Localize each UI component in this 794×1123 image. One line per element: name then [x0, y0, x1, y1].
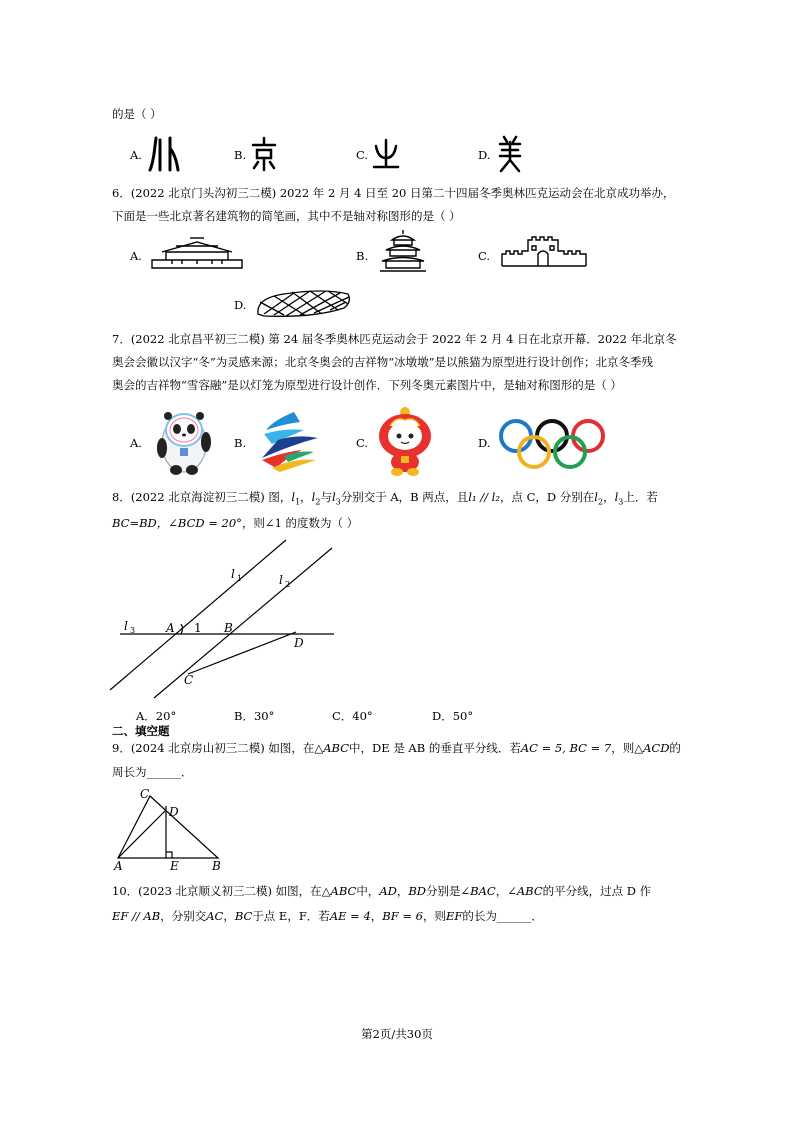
- q8-line-l2: [154, 548, 332, 698]
- q6-line1: 6．(2022 北京门头沟初三二模) 2022 年 2 月 4 日至 20 日第二十四届冬季奥林匹克运动会在北京成功举办，: [112, 186, 675, 200]
- q8-fig-l1: l: [231, 567, 235, 581]
- q7-option-a-label: A.: [130, 436, 142, 450]
- q8-fig-point-d: D: [294, 636, 304, 650]
- q10-line1a: 10．(2023 北京顺义初三二模) 如图，在: [112, 884, 322, 898]
- temple-of-heaven-sketch-icon: [380, 230, 426, 272]
- sheng-seal-glyph-icon: [372, 136, 400, 172]
- q9-line1: [112, 741, 681, 755]
- q6-line2: 下面是一些北京著名建筑物的简笔画，其中不是轴对称图形的是（ ）: [112, 209, 461, 223]
- q10-line2c: 于点 E，F．若: [252, 909, 330, 923]
- q8-line1: 8．(2022 北京海淀初三二模) 图，$l_1$，$l_2$与$l_3$分别交于 A，B 两点，且l₁ // l₂，点 C，D 分别在$l_2$，$l_3$上．若: [112, 490, 658, 507]
- q8-angle-cond: ∠BCD = 20°: [168, 516, 242, 530]
- birds-nest-stadium-sketch-icon: [254, 288, 352, 318]
- q8-line-l1: [110, 540, 286, 690]
- q5-option-d-label: D.: [478, 148, 491, 162]
- q9-triangle-figure: [112, 786, 228, 872]
- section-title-fill-in: 二、填空题: [112, 724, 170, 738]
- bing-dwen-dwen-mascot-icon: [150, 404, 218, 476]
- q9-line1b: 中，DE 是 AB 的垂直平分线．若: [349, 741, 521, 755]
- q5-option-b-label: B.: [234, 148, 247, 162]
- q10-bf: BF = 6: [382, 909, 423, 923]
- q8-fig-l1-sub: 1: [237, 574, 243, 583]
- q8-option-a: A．20°: [136, 709, 177, 723]
- q8-l3: l: [331, 490, 336, 504]
- q8-fig-l3-sub: 3: [130, 626, 136, 635]
- q6-option-c-label: C.: [478, 249, 491, 263]
- q8-l3-sub: 3: [335, 497, 341, 507]
- q7-option-b-label: B.: [234, 436, 247, 450]
- jing-seal-glyph-icon: [250, 136, 278, 172]
- q9-tri2: △ACD: [634, 741, 670, 755]
- q9-segment-ad: [118, 810, 166, 858]
- q8-line2: [112, 516, 358, 530]
- q9-tri1: △ABC: [314, 741, 349, 755]
- q10-efl: EF: [445, 909, 463, 923]
- q8-l2b: l: [594, 490, 598, 504]
- tiananmen-sketch-icon: [152, 236, 242, 270]
- q8-line2c: ，则∠1 的度数为（ ）: [241, 516, 359, 530]
- q8-fig-point-c: C: [184, 673, 194, 687]
- q10-ae: AE = 4: [329, 909, 371, 923]
- q8-fig-l3: l: [124, 619, 128, 633]
- q8-seg2: 分别交于 A，B 两点，且: [340, 490, 469, 504]
- q8-fig-l2-sub: 2: [285, 580, 291, 589]
- q8-option-d: D．50°: [432, 709, 474, 723]
- q8-line2a: BC=BD，: [112, 516, 169, 530]
- q8-l2-sub: 2: [315, 497, 321, 507]
- q7-line3: 奥会的吉祥物“雪容融”是以灯笼为原型进行设计创作．下列冬奥元素图片中，是轴对称图形的是（ ）: [112, 378, 622, 392]
- q10-bc: BC: [234, 909, 253, 923]
- q6-option-d-label: D.: [234, 298, 247, 312]
- q7-line2: 奥会会徽以汉字“冬”为灵感来源；北京冬奥会的吉祥物“冰墩墩”是以熊猫为原型进行设计创作；北京冬季残: [112, 355, 654, 369]
- q10-ef-parallel: EF // AB: [112, 909, 161, 923]
- q8-fig-point-b: B: [224, 621, 233, 635]
- page-footer: 第2页/共30页: [361, 1027, 433, 1041]
- q8-option-c: C．40°: [332, 709, 373, 723]
- q10-ad: AD: [379, 884, 397, 898]
- q8-seg1: 与: [320, 490, 332, 504]
- q9-line2: 周长为______．: [112, 765, 193, 779]
- q9-fig-point-e: E: [170, 859, 179, 873]
- q8-seg5: 上．若: [623, 490, 658, 504]
- q8-segment-cd: [188, 632, 296, 674]
- q8-l2: l: [311, 490, 316, 504]
- q10-tri: △ABC: [321, 884, 357, 898]
- q9-line1c: ，则: [611, 741, 635, 755]
- shuey-rhon-rhon-mascot-icon: [374, 404, 436, 476]
- q10-ang2: ∠ABC: [507, 884, 543, 898]
- q8-l3b: l: [614, 490, 619, 504]
- q8-fig-point-a: A: [166, 621, 175, 635]
- q8-seg3: ，点 C，D 分别在: [499, 490, 595, 504]
- q9-fig-point-d: D: [169, 805, 179, 819]
- q9-fig-point-c: C: [140, 787, 150, 801]
- q5-option-a-label: A.: [130, 148, 142, 162]
- q6-option-a-label: A.: [130, 249, 142, 263]
- q10-line1d: 分别是: [426, 884, 461, 898]
- q9-fig-point-a: A: [114, 859, 123, 873]
- q9-line1a: 9．(2024 北京房山初三二模) 如图，在: [112, 741, 315, 755]
- q5-stem-tail: 的是（ ）: [112, 107, 162, 121]
- q10-line2a: ，分别交: [160, 909, 207, 923]
- q8-parallel: l₁ // l₂: [468, 490, 500, 504]
- q10-bd: BD: [408, 884, 427, 898]
- q8-prefix: 8．(2022 北京海淀初三二模) 图，: [112, 490, 292, 504]
- q8-fig-angle-1: 1: [194, 621, 202, 635]
- q8-l1-sub: 1: [295, 497, 301, 507]
- mei-seal-glyph-icon: [496, 134, 524, 174]
- winter-olympics-emblem-icon: [254, 410, 320, 472]
- q9-triangle-abc: [118, 796, 218, 858]
- q10-line1e: ，: [495, 884, 508, 898]
- q10-line2: [112, 909, 543, 923]
- q10-line1b: 中，: [356, 884, 380, 898]
- q10-ac: AC: [206, 909, 224, 923]
- q10-line1c: ，: [396, 884, 409, 898]
- q8-l2b-sub: 2: [597, 497, 604, 507]
- q7-option-d-label: D.: [478, 436, 491, 450]
- q9-line1d: 的: [669, 741, 681, 755]
- q9-cond: AC = 5, BC = 7: [520, 741, 612, 755]
- q7-option-c-label: C.: [356, 436, 369, 450]
- q10-line2b: ，: [223, 909, 235, 923]
- q8-geometry-figure: [108, 540, 340, 700]
- q8-l1: l: [291, 490, 296, 504]
- great-wall-sketch-icon: [502, 236, 586, 268]
- olympic-rings-icon: [496, 418, 608, 470]
- q10-ang1: ∠BAC: [460, 884, 496, 898]
- q9-fig-point-b: B: [212, 859, 221, 873]
- q10-line1f: 的平分线，过点 D 作: [542, 884, 652, 898]
- q8-fig-l2: l: [279, 573, 283, 587]
- guan-seal-glyph-icon: [148, 134, 180, 174]
- q8-seg4: ，: [603, 490, 615, 504]
- q8-option-b: B．30°: [234, 709, 275, 723]
- q7-line1: 7．(2022 北京昌平初三二模) 第 24 届冬季奥林匹克运动会于 2022 年 2 月 4 日在北京开幕．2022 年北京冬: [112, 332, 677, 346]
- q10-line2d: ，: [370, 909, 383, 923]
- q6-option-b-label: B.: [356, 249, 369, 263]
- q8-l3b-sub: 3: [618, 497, 624, 507]
- q5-option-c-label: C.: [356, 148, 369, 162]
- q10-line1: [112, 884, 651, 898]
- q10-line2e: ，则: [422, 909, 446, 923]
- q10-line2f: 的长为______．: [462, 909, 543, 923]
